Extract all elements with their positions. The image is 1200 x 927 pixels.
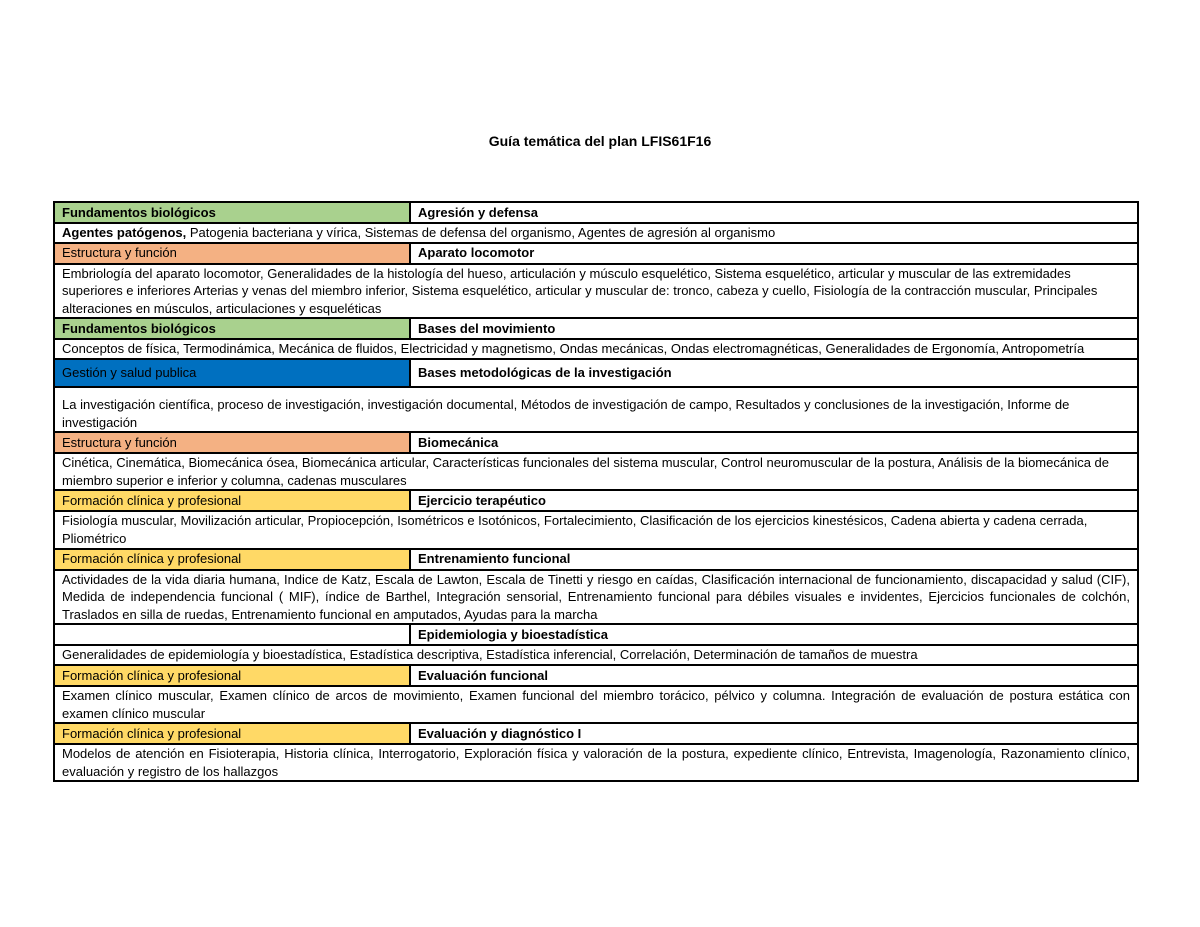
subject-description-row [54, 264, 1138, 319]
description-text: Modelos de atención en Fisioterapia, Historia clínica, Interrogatorio, Exploración física y valoración de la postura, expediente clínico, Entrevista, Imagenología, Razonamiento clínico, evaluación y registro de los hallazgos [62, 746, 1130, 779]
area-cell: Fundamentos biológicos [54, 202, 410, 223]
subject-description-row [54, 645, 1138, 665]
subject-header-row [54, 490, 1138, 511]
description-text: Actividades de la vida diaria humana, Indice de Katz, Escala de Lawton, Escala de Tinetti y riesgo en caídas, Clasificación internacional de funcionamiento, discapacidad y salud (CIF), Medida de independencia funcional ( MIF), índice de Barthel, Integración sensorial, Entrenamiento funcional para débiles visuales e invidentes, Ejercicios funcionales de colchón, Traslados en silla de ruedas, Entrenamiento funcional en amputados, Ayudas para la marcha [62, 571, 1130, 622]
area-cell: Estructura y función [54, 243, 410, 264]
subject-header-row [54, 432, 1138, 453]
description-text: Patogenia bacteriana y vírica, Sistemas de defensa del organismo, Agentes de agresión al organismo [186, 225, 776, 240]
area-cell: Formación clínica y profesional [54, 723, 410, 744]
description-cell [54, 339, 1138, 359]
subject-description-row [54, 744, 1138, 781]
subject-cell: Agresión y defensa [410, 202, 1138, 223]
subject-header-row [54, 318, 1138, 339]
description-cell [54, 645, 1138, 665]
area-cell: Fundamentos biológicos [54, 318, 410, 339]
description-cell [54, 511, 1138, 548]
page-title: Guía temática del plan LFIS61F16 [488, 133, 712, 149]
subject-description-row [54, 686, 1138, 723]
description-lead: Agentes patógenos, [62, 225, 187, 240]
thematic-guide-table [53, 201, 1139, 782]
subject-cell: Biomecánica [410, 432, 1138, 453]
area-cell: Formación clínica y profesional [54, 490, 410, 511]
area-cell [54, 624, 410, 645]
subject-description-row [54, 339, 1138, 359]
subject-cell: Evaluación y diagnóstico I [410, 723, 1138, 744]
subject-cell: Aparato locomotor [410, 243, 1138, 264]
area-cell: Gestión y salud publica [54, 359, 410, 387]
area-cell: Formación clínica y profesional [54, 549, 410, 570]
description-cell [54, 223, 1138, 243]
area-cell: Formación clínica y profesional [54, 665, 410, 686]
description-text: Embriología del aparato locomotor, Generalidades de la histología del hueso, articulación y músculo esquelético, Sistema esquelético, articular y muscular de las extremidades superiores e inferiores Arterias y venas del miembro inferior, Sistema esquelético, articular y muscular de: tronco, cabeza y cuello, Fisiología de la contracción muscular, Principales alteraciones en músculos, articulaciones y esqueléticas [62, 265, 1098, 316]
subject-description-row [54, 223, 1138, 243]
subject-cell: Bases del movimiento [410, 318, 1138, 339]
description-cell [54, 453, 1138, 490]
description-text: Generalidades de epidemiología y bioestadística, Estadística descriptiva, Estadística inferencial, Correlación, Determinación de tamaños de muestra [62, 647, 918, 663]
subject-header-row [54, 665, 1138, 686]
description-cell [54, 686, 1138, 723]
subject-header-row [54, 624, 1138, 645]
subject-description-row [54, 453, 1138, 490]
subject-header-row [54, 202, 1138, 223]
description-text: Conceptos de física, Termodinámica, Mecánica de fluidos, Electricidad y magnetismo, Ondas mecánicas, Ondas electromagnéticas, Generalidades de Ergonomía, Antropometría [62, 341, 1085, 357]
subject-header-row [54, 243, 1138, 264]
subject-cell: Ejercicio terapéutico [410, 490, 1138, 511]
subject-description-row [54, 511, 1138, 548]
subject-description-row [54, 570, 1138, 625]
description-text: Fisiología muscular, Movilización articular, Propiocepción, Isométricos e Isotónicos, Fortalecimiento, Clasificación de los ejercicios kinestésicos, Cadena abierta y cadena cerrada, Pliométrico [62, 513, 1088, 546]
description-cell [54, 744, 1138, 781]
description-text: Examen clínico muscular, Examen clínico de arcos de movimiento, Examen funcional del miembro torácico, pélvico y columna. Integración de evaluación de postura estática con examen clínico muscular [62, 687, 1130, 721]
subject-cell: Entrenamiento funcional [410, 549, 1138, 570]
description-cell [54, 570, 1138, 625]
subject-cell: Evaluación funcional [410, 665, 1138, 686]
subject-cell: Bases metodológicas de la investigación [410, 359, 1138, 387]
subject-cell: Epidemiologia y bioestadística [410, 624, 1138, 645]
description-text: Cinética, Cinemática, Biomecánica ósea, Biomecánica articular, Características funcionales del sistema muscular, Control neuromuscular de la postura, Análisis de la biomecánica de miembro superior e inferior y columna, cadenas musculares [62, 455, 1110, 488]
area-cell: Estructura y función [54, 432, 410, 453]
description-text: La investigación científica, proceso de investigación, investigación documental, Métodos de investigación de campo, Resultados y conclusiones de la investigación, Informe de investigación [62, 396, 1070, 430]
description-cell [54, 264, 1138, 319]
subject-description-row [54, 387, 1138, 432]
subject-header-row [54, 549, 1138, 570]
description-cell [54, 387, 1138, 432]
subject-header-row [54, 723, 1138, 744]
subject-header-row [54, 359, 1138, 387]
